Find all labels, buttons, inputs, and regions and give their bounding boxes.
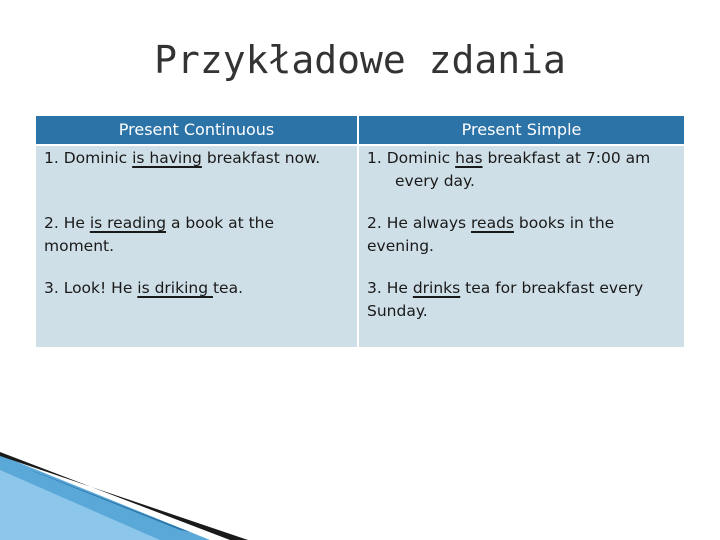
table-row: 1. Dominic has breakfast at 7:00 am every day. — [367, 149, 651, 190]
table-row: 3. Look! He is driking tea. — [44, 279, 244, 297]
verb-underlined: reads — [471, 214, 514, 232]
verb-underlined: is having — [132, 149, 202, 167]
header-present-simple: Present Simple — [359, 116, 684, 144]
slide-title: Przykładowe zdania — [154, 38, 566, 82]
verb-underlined: drinks — [412, 279, 461, 297]
verb-underlined: is driking — [137, 279, 213, 297]
header-present-continuous: Present Continuous — [36, 116, 357, 144]
table-row: 2. He always reads books in the evening. — [367, 214, 615, 255]
verb-underlined: is reading — [89, 214, 167, 232]
table-row: 1. Dominic is having breakfast now. — [44, 149, 321, 167]
table-row: 2. He is reading a book at the moment. — [44, 214, 275, 255]
verb-underlined: has — [455, 149, 483, 167]
table-row: 3. He drinks tea for breakfast every Sunday. — [367, 279, 644, 320]
